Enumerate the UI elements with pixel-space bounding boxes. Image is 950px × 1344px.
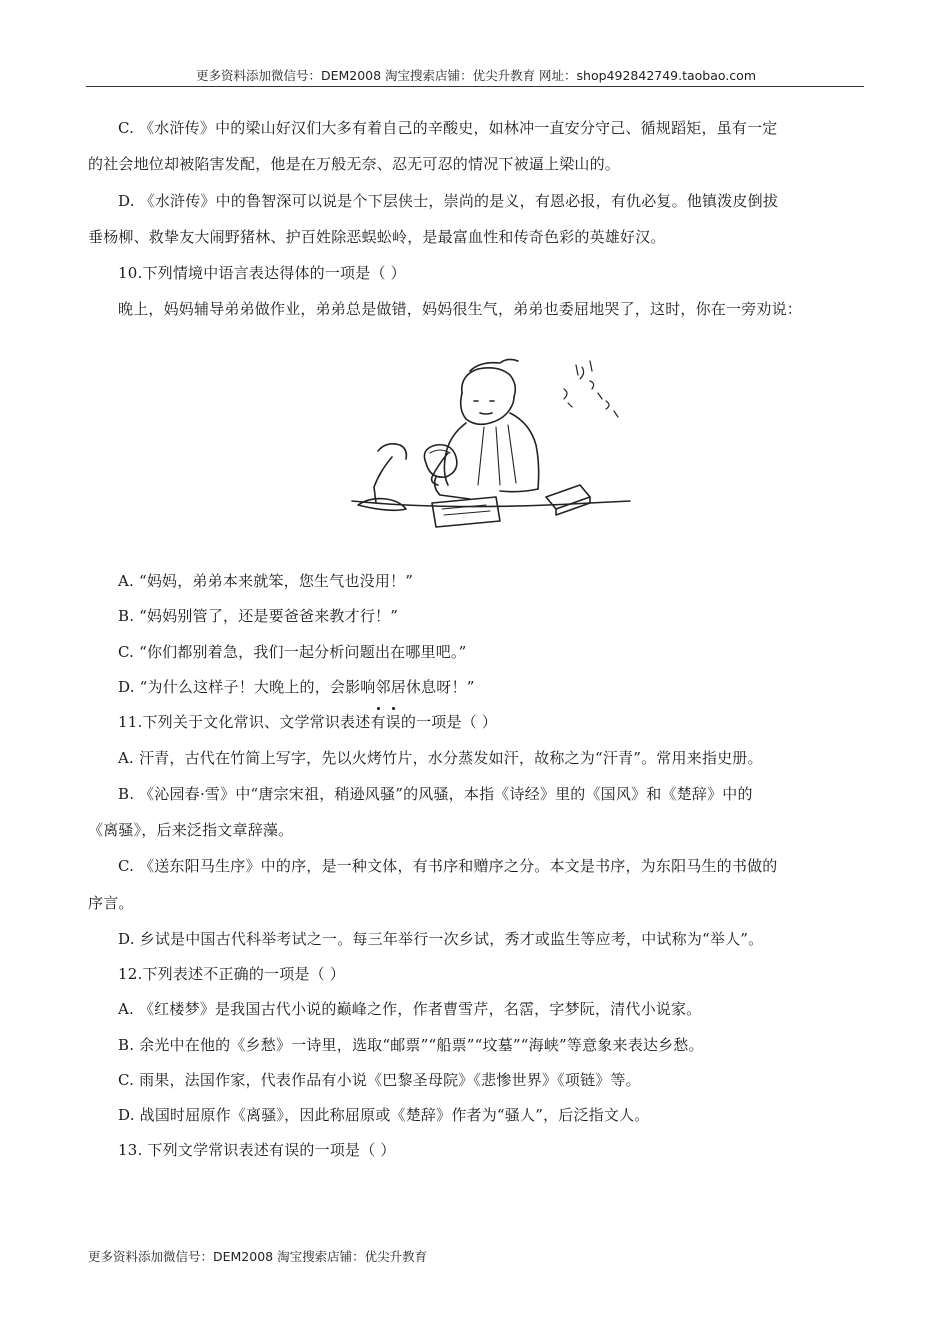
q11-option-d: D. 乡试是中国古代科举考试之一。每三年举行一次乡试，秀才或监生等应考，中试称为“举人”。 bbox=[118, 930, 764, 948]
page-header: 更多资料添加微信号：DEM2008 淘宝搜索店铺：优尖升教育 网址：shop492842749.taobao.com bbox=[195, 68, 757, 83]
q11-stem bbox=[118, 712, 497, 732]
q12-stem: 12.下列表述不正确的一项是（ ） bbox=[118, 965, 346, 983]
q11-option-a: A. 汗青，古代在竹简上写字，先以火烤竹片，水分蒸发如汗，故称之为“汗青”。常用来指史册。 bbox=[118, 749, 763, 767]
q11-stem-emphasis-2: 误 bbox=[385, 713, 401, 731]
header-rule bbox=[86, 86, 864, 87]
q10-option-d: D. “为什么这样子！大晚上的，会影响邻居休息呀！” bbox=[118, 678, 475, 696]
q10-context: 晚上，妈妈辅导弟弟做作业，弟弟总是做错，妈妈很生气，弟弟也委屈地哭了，这时，你在一旁劝说： bbox=[118, 300, 803, 318]
q11-option-b-line2: 《离骚》，后来泛指文章辞藻。 bbox=[88, 821, 294, 839]
mother-tutoring-illustration bbox=[350, 353, 632, 533]
q13-stem: 13. 下列文学常识表述有误的一项是（ ） bbox=[118, 1141, 396, 1159]
q9-option-d-line1: D. 《水浒传》中的鲁智深可以说是个下层侠士，崇尚的是义，有恩必报，有仇必复。他镇泼皮倒拔 bbox=[118, 192, 779, 210]
q9-option-c-line2: 的社会地位却被陷害发配，他是在万般无奈、忍无可忍的情况下被逼上梁山的。 bbox=[88, 155, 621, 173]
q10-option-b: B. “妈妈别管了，还是要爸爸来教才行！” bbox=[118, 607, 399, 625]
q12-option-d: D. 战国时屈原作《离骚》，因此称屈原或《楚辞》作者为“骚人”，后泛指文人。 bbox=[118, 1106, 650, 1124]
q11-stem-emphasis-1: 有 bbox=[370, 713, 386, 731]
q10-stem: 10.下列情境中语言表达得体的一项是（ ） bbox=[118, 264, 406, 282]
q10-option-a: A. “妈妈，弟弟本来就笨，您生气也没用！” bbox=[118, 572, 414, 590]
q11-stem-after: 的一项是（ ） bbox=[400, 713, 498, 731]
q11-stem-before: 11.下列关于文化常识、文学常识表述 bbox=[118, 713, 371, 731]
page-footer: 更多资料添加微信号：DEM2008 淘宝搜索店铺：优尖升教育 bbox=[88, 1249, 428, 1264]
q12-option-c: C. 雨果，法国作家，代表作品有小说《巴黎圣母院》《悲惨世界》《项链》等。 bbox=[118, 1071, 641, 1089]
q11-option-c-line1: C. 《送东阳马生序》中的序，是一种文体，有书序和赠序之分。本文是书序，为东阳马生的书做的 bbox=[118, 857, 778, 875]
q11-option-c-line2: 序言。 bbox=[88, 894, 134, 912]
q9-option-c-line1: C. 《水浒传》中的梁山好汉们大多有着自己的辛酸史，如林冲一直安分守己、循规蹈矩，虽有一定 bbox=[118, 119, 778, 137]
q12-option-a: A. 《红楼梦》是我国古代小说的巅峰之作，作者曹雪芹，名霑，字梦阮，清代小说家。 bbox=[118, 1000, 702, 1018]
q12-option-b: B. 余光中在他的《乡愁》一诗里，选取“邮票”“船票”“坟墓”“海峡”等意象来表达乡愁。 bbox=[118, 1036, 704, 1054]
q10-option-c: C. “你们都别着急，我们一起分析问题出在哪里吧。” bbox=[118, 643, 467, 661]
q11-option-b-line1: B. 《沁园春·雪》中“唐宗宋祖，稍逊风骚”的风骚，本指《诗经》里的《国风》和《楚辞》中的 bbox=[118, 785, 753, 803]
q9-option-d-line2: 垂杨柳、救挚友大闹野猪林、护百姓除恶蜈蚣岭，是最富血性和传奇色彩的英雄好汉。 bbox=[88, 228, 666, 246]
